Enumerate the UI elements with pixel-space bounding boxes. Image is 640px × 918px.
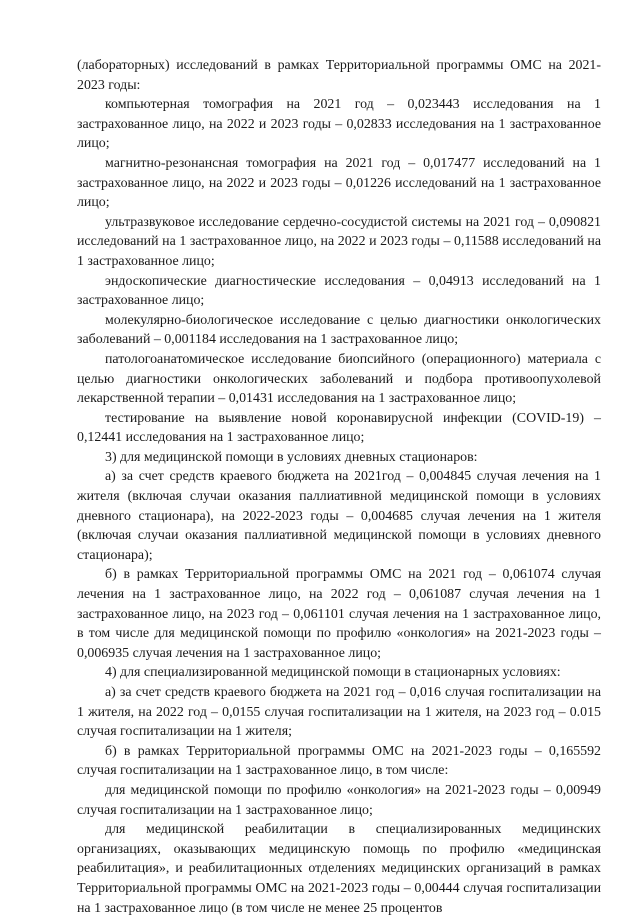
paragraph-covid-testing: тестирование на выявление новой коронавирусной инфекции (COVID-19) – 0,12441 исследования на 1 застрахованное лицо; <box>77 410 601 446</box>
paragraph-inpatient-heading: 4) для специализированной медицинской помощи в стационарных условиях: <box>105 665 561 681</box>
paragraph-oncology: для медицинской помощи по профилю «онкология» на 2021-2023 годы – 0,00949 случая госпитализации на 1 застрахованное лицо; <box>77 782 601 818</box>
paragraph-endoscopy: эндоскопические диагностические исследования – 0,04913 исследований на 1 застрахованное лицо; <box>77 273 601 309</box>
paragraph-continuation: (лабораторных) исследований в рамках Территориальной программы ОМС на 2021-2023 годы: <box>77 58 601 93</box>
paragraph-day-hospital-heading: 3) для медицинской помощи в условиях дневных стационаров: <box>105 449 478 465</box>
paragraph-day-hospital-a: а) за счет средств краевого бюджета на 2021год – 0,004845 случая лечения на 1 жителя (включая случаи оказания паллиативной медицинской помощи в условиях дневного стационара), на 2022-2023 годы – 0,004685 случая лечения на 1 жителя (включая случаи оказания паллиативной медицинской помощи в условиях дневного стационара); <box>77 469 601 563</box>
paragraph-mri: магнитно-резонансная томография на 2021 год – 0,017477 исследований на 1 застрахованное лицо, на 2022 и 2023 годы – 0,01226 исследований на 1 застрахованное лицо; <box>77 155 601 211</box>
paragraph-molecular: молекулярно-биологическое исследование с целью диагностики онкологических заболеваний – 0,001184 исследования на 1 застрахованное лицо; <box>77 312 601 348</box>
paragraph-rehabilitation: для медицинской реабилитации в специализированных медицинских организациях, оказывающих медицинскую помощь по профилю «медицинская реабилитация», и реабилитационных отделениях медицинских организаций в рамках Территориальной программы ОМС на 2021-2023 годы – 0,00444 случая госпитализации на 1 застрахованное лицо (в том числе не менее 25 процентов <box>77 822 601 916</box>
document-page <box>77 56 601 918</box>
paragraph-ultrasound: ультразвуковое исследование сердечно-сосудистой системы на 2021 год – 0,090821 исследований на 1 застрахованное лицо, на 2022 и 2023 годы – 0,11588 исследований на 1 застрахованное лицо; <box>77 214 601 269</box>
paragraph-inpatient-a: а) за счет средств краевого бюджета на 2021 год – 0,016 случая госпитализации на 1 жителя, на 2022 год – 0,0155 случая госпитализации на 1 жителя, на 2023 год – 0.015 случая госпитализации на 1 жителя; <box>77 685 601 740</box>
paragraph-inpatient-b: б) в рамках Территориальной программы ОМС на 2021-2023 годы – 0,165592 случая госпитализации на 1 застрахованное лицо, в том числе: <box>77 743 601 779</box>
paragraph-pathology: патологоанатомическое исследование биопсийного (операционного) материала с целью диагностики онкологических заболеваний и подбора противоопухолевой лекарственной терапии – 0,01431 исследования на 1 застрахованное лицо; <box>77 351 601 407</box>
paragraph-day-hospital-b: б) в рамках Территориальной программы ОМС на 2021 год – 0,061074 случая лечения на 1 застрахованное лицо, на 2022 год – 0,061087 случая лечения на 1 застрахованное лицо, на 2023 год – 0,061101 случая лечения на 1 застрахованное лицо, в том числе для медицинской помощи по профилю «онкология» на 2021-2023 годы – 0,006935 случая лечения на 1 застрахованное лицо; <box>77 567 601 661</box>
paragraph-ct: компьютерная томография на 2021 год – 0,023443 исследования на 1 застрахованное лицо, на 2022 и 2023 годы – 0,02833 исследования на 1 застрахованное лицо; <box>77 97 601 152</box>
